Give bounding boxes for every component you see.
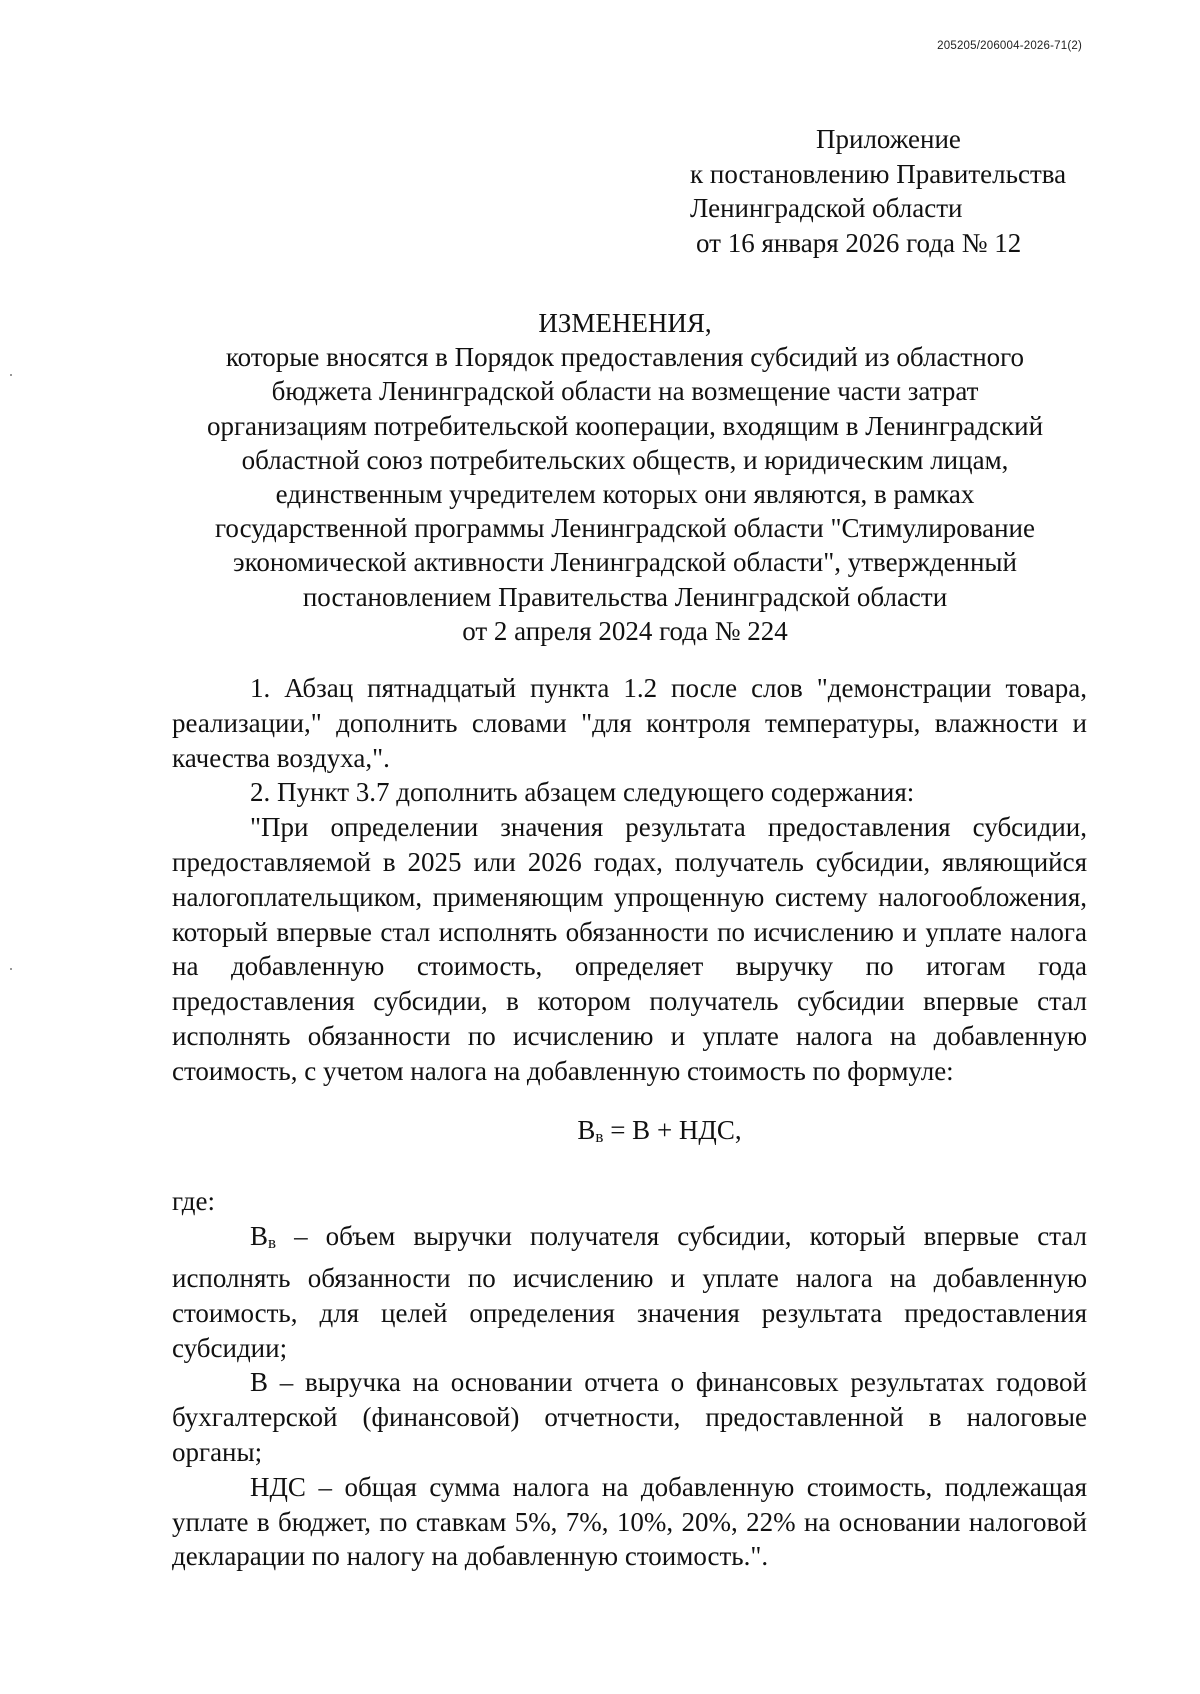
scan-speck bbox=[10, 374, 12, 376]
title-line: единственным учредителем которых они являются, в рамках bbox=[275, 479, 975, 510]
title-line: государственной программы Ленинградской области "Стимулирование bbox=[215, 513, 1035, 544]
appendix-region-line: Ленинградской области bbox=[690, 193, 963, 223]
formula-lhs: В bbox=[577, 1114, 596, 1145]
definition-revenue: В – выручка на основании отчета о финансовых результатах годовой бухгалтерской (финансовой) отчетности, предоставленной в налоговые органы; bbox=[172, 1367, 1087, 1467]
document-registration-number: 205205/206004-2026-71(2) bbox=[937, 40, 1082, 52]
title-line: от 2 апреля 2024 года № 224 bbox=[462, 615, 788, 646]
title-line: постановлением Правительства Ленинградской области bbox=[302, 581, 948, 612]
document-title-block bbox=[150, 306, 1100, 648]
appendix-date-line: от 16 января 2026 года № 12 bbox=[696, 227, 1022, 258]
definition-term: В bbox=[250, 1221, 269, 1252]
paragraph-quoted-text: "При определении значения результата предоставления субсидии, предоставляемой в 2025 или 2026 годах, получатель субсидии, являющийся налогоплательщиком, применяющим упрощенную систему налогообложения, который впервые стал исполнять обязанности по исчислению и уплате налога на добавленную стоимость, определяет выручку по итогам года предоставления субсидии, в котором получатель субсидии впервые стал исполнять обязанности по исчислению и уплате налога на добавленную стоимость, с учетом налога на добавленную стоимость по формуле: bbox=[172, 812, 1087, 1086]
document-body bbox=[172, 671, 1087, 1574]
title-line: которые вносятся в Порядок предоставления субсидий из областного bbox=[225, 342, 1025, 373]
definition-term-subscript: в bbox=[268, 1233, 277, 1253]
title-line: экономической активности Ленинградской области", утвержденный bbox=[232, 547, 1017, 578]
title-heading: ИЗМЕНЕНИЯ, bbox=[538, 308, 712, 338]
paragraph-item-2: 2. Пункт 3.7 дополнить абзацем следующего содержания: bbox=[250, 777, 915, 808]
title-line: организациям потребительской кооперации, входящим в Ленинградский bbox=[206, 410, 1044, 441]
formula bbox=[172, 1113, 1087, 1155]
appendix-block bbox=[690, 122, 1066, 260]
appendix-reference-line: к постановлению Правительства bbox=[690, 158, 1067, 189]
formula-lhs-subscript: в bbox=[595, 1126, 604, 1146]
title-line: бюджета Ленинградской области на возмещение части затрат bbox=[271, 376, 979, 407]
formula-rhs: = В + НДС, bbox=[603, 1114, 742, 1145]
appendix-title: Приложение bbox=[816, 124, 961, 154]
scan-speck bbox=[10, 968, 12, 970]
title-line: областной союз потребительских обществ, и юридическим лицам, bbox=[241, 444, 1009, 475]
where-label: где: bbox=[172, 1186, 215, 1217]
definition-text: – объем выручки получателя субсидии, который впервые стал исполнять обязанности по исчислению и уплате налога на добавленную стоимость, для целей определения значения результата предоставления субсидии; bbox=[172, 1221, 1087, 1363]
definition-revenue-vat bbox=[172, 1219, 1087, 1365]
paragraph-item-1: 1. Абзац пятнадцатый пункта 1.2 после слов "демонстрации товара, реализации," дополнить словами "для контроля температуры, влажности и качества воздуха,". bbox=[172, 673, 1087, 773]
definition-vat: НДС – общая сумма налога на добавленную стоимость, подлежащая уплате в бюджет, по ставкам 5%, 7%, 10%, 20%, 22% на основании налоговой декларации по налогу на добавленную стоимость.". bbox=[172, 1471, 1087, 1572]
